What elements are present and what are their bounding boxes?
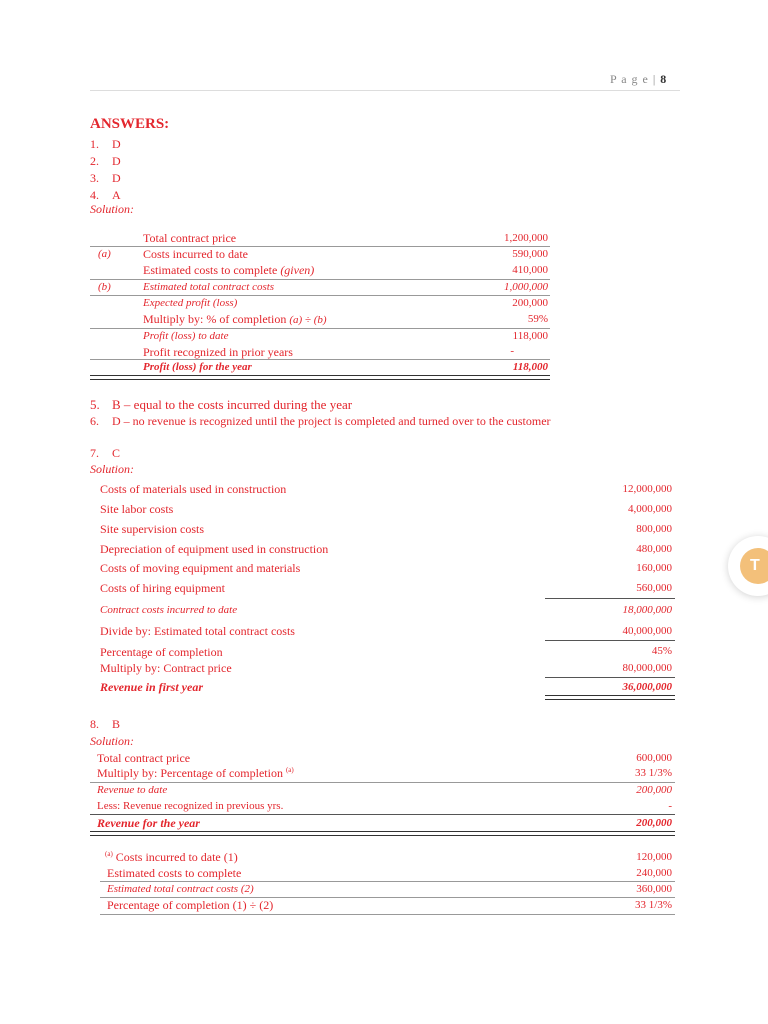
table-row-value: 80,000,000: [622, 662, 672, 674]
list-item: 1. D: [90, 137, 121, 151]
table-row: Estimated costs to complete: [107, 866, 242, 880]
table-row-value: 600,000: [636, 752, 672, 764]
table-row: Divide by: Estimated total contract costs: [100, 624, 295, 638]
table-row: Costs of moving equipment and materials: [100, 561, 301, 575]
table-row-value: 590,000: [512, 248, 548, 260]
table-row-value: 240,000: [636, 867, 672, 879]
table-row-tag: (b): [98, 281, 111, 293]
table-row-total: Revenue in first year: [100, 680, 203, 694]
table-row: Revenue to date: [97, 784, 168, 796]
answers-list: [90, 136, 121, 204]
table-row-value: 1,000,000: [504, 281, 548, 293]
table-row-value: 120,000: [636, 851, 672, 863]
table-row-value: 33 1/3%: [635, 899, 672, 911]
table-row: Contract costs incurred to date: [100, 604, 238, 616]
table-row: $^{(a)}$ Costs incurred to date (1): [105, 850, 238, 864]
table-row-value: -: [668, 800, 672, 812]
answer-5: 5. B – equal to the costs incurred during the year: [90, 397, 353, 412]
table-row-value: 360,000: [636, 883, 672, 895]
solution-label: Solution:: [90, 202, 134, 216]
table-row-value: 200,000: [636, 817, 672, 829]
table-row-total: Revenue for the year: [97, 816, 200, 830]
table-row: Expected profit (loss): [143, 297, 238, 309]
table-row-value: 200,000: [636, 784, 672, 796]
table-row-value: 118,000: [512, 361, 548, 373]
table-row: Profit (loss) to date: [143, 330, 229, 342]
table-row-value: 4,000,000: [628, 503, 672, 515]
table-row-total: Profit (loss) for the year: [143, 361, 252, 373]
page-number: 8: [660, 72, 668, 86]
table-row-value: 40,000,000: [622, 625, 672, 637]
table-row: Costs incurred to date: [143, 247, 248, 261]
answer-6: 6. D – no revenue is recognized until the project is completed and turned over to the customer: [90, 414, 551, 428]
table-row-value: 480,000: [636, 543, 672, 555]
table-row: Site labor costs: [100, 502, 174, 516]
answer-7: 7. C: [90, 446, 121, 460]
translate-icon: T: [740, 548, 768, 584]
table-row-value: -: [510, 345, 514, 357]
table-row-value: 45%: [651, 645, 672, 657]
table-row-value: 200,000: [512, 297, 548, 309]
solution-label: Solution:: [90, 734, 134, 748]
table-row: Costs of materials used in construction: [100, 482, 287, 496]
table-row: Multiply by: Percentage of completion $^{(a)}$: [97, 766, 294, 780]
table-row-value: 410,000: [512, 264, 548, 276]
table-row: Total contract price: [143, 231, 237, 245]
answers-title: ANSWERS:: [90, 116, 170, 132]
page-header: P a g e | 8: [610, 72, 668, 86]
table-row-value: 33 1/3%: [635, 767, 672, 779]
table-row-value: 118,000: [512, 330, 548, 342]
table-row: Costs of hiring equipment: [100, 581, 225, 595]
table-row: Depreciation of equipment used in construction: [100, 542, 329, 556]
table-row-tag: (a): [98, 248, 111, 260]
solution-label: Solution:: [90, 462, 134, 476]
table-row: Multiply by: % of completion (a) ÷ (b): [143, 312, 327, 326]
list-item: 3. D: [90, 171, 121, 185]
table-row: Profit recognized in prior years: [143, 345, 293, 359]
table-row-value: 18,000,000: [622, 604, 672, 616]
list-item: 4. A: [90, 188, 121, 202]
list-item: 2. D: [90, 154, 121, 168]
table-row: Less: Revenue recognized in previous yrs.: [97, 800, 284, 812]
table-row: Percentage of completion (1) ÷ (2): [107, 898, 274, 912]
table-row: Estimated total contract costs (2): [107, 883, 254, 895]
table-row-value: 36,000,000: [622, 681, 672, 693]
table-row-value: 1,200,000: [504, 232, 548, 244]
table-row-value: 800,000: [636, 523, 672, 535]
table-row-value: 160,000: [636, 562, 672, 574]
table-row: Site supervision costs: [100, 522, 204, 536]
table-row-value: 560,000: [636, 582, 672, 594]
table-row: Multiply by: Contract price: [100, 661, 232, 675]
table-row-value: 59%: [527, 313, 548, 325]
table-row-value: 12,000,000: [622, 483, 672, 495]
table-row: Total contract price: [97, 751, 191, 765]
header-rule: [90, 90, 680, 91]
table-row: Estimated costs to complete (given): [143, 263, 315, 277]
table-row: Estimated total contract costs: [143, 281, 275, 293]
answer-8: 8. B: [90, 717, 121, 731]
table-row: Percentage of completion: [100, 645, 223, 659]
page-label: P a g e: [610, 72, 649, 86]
